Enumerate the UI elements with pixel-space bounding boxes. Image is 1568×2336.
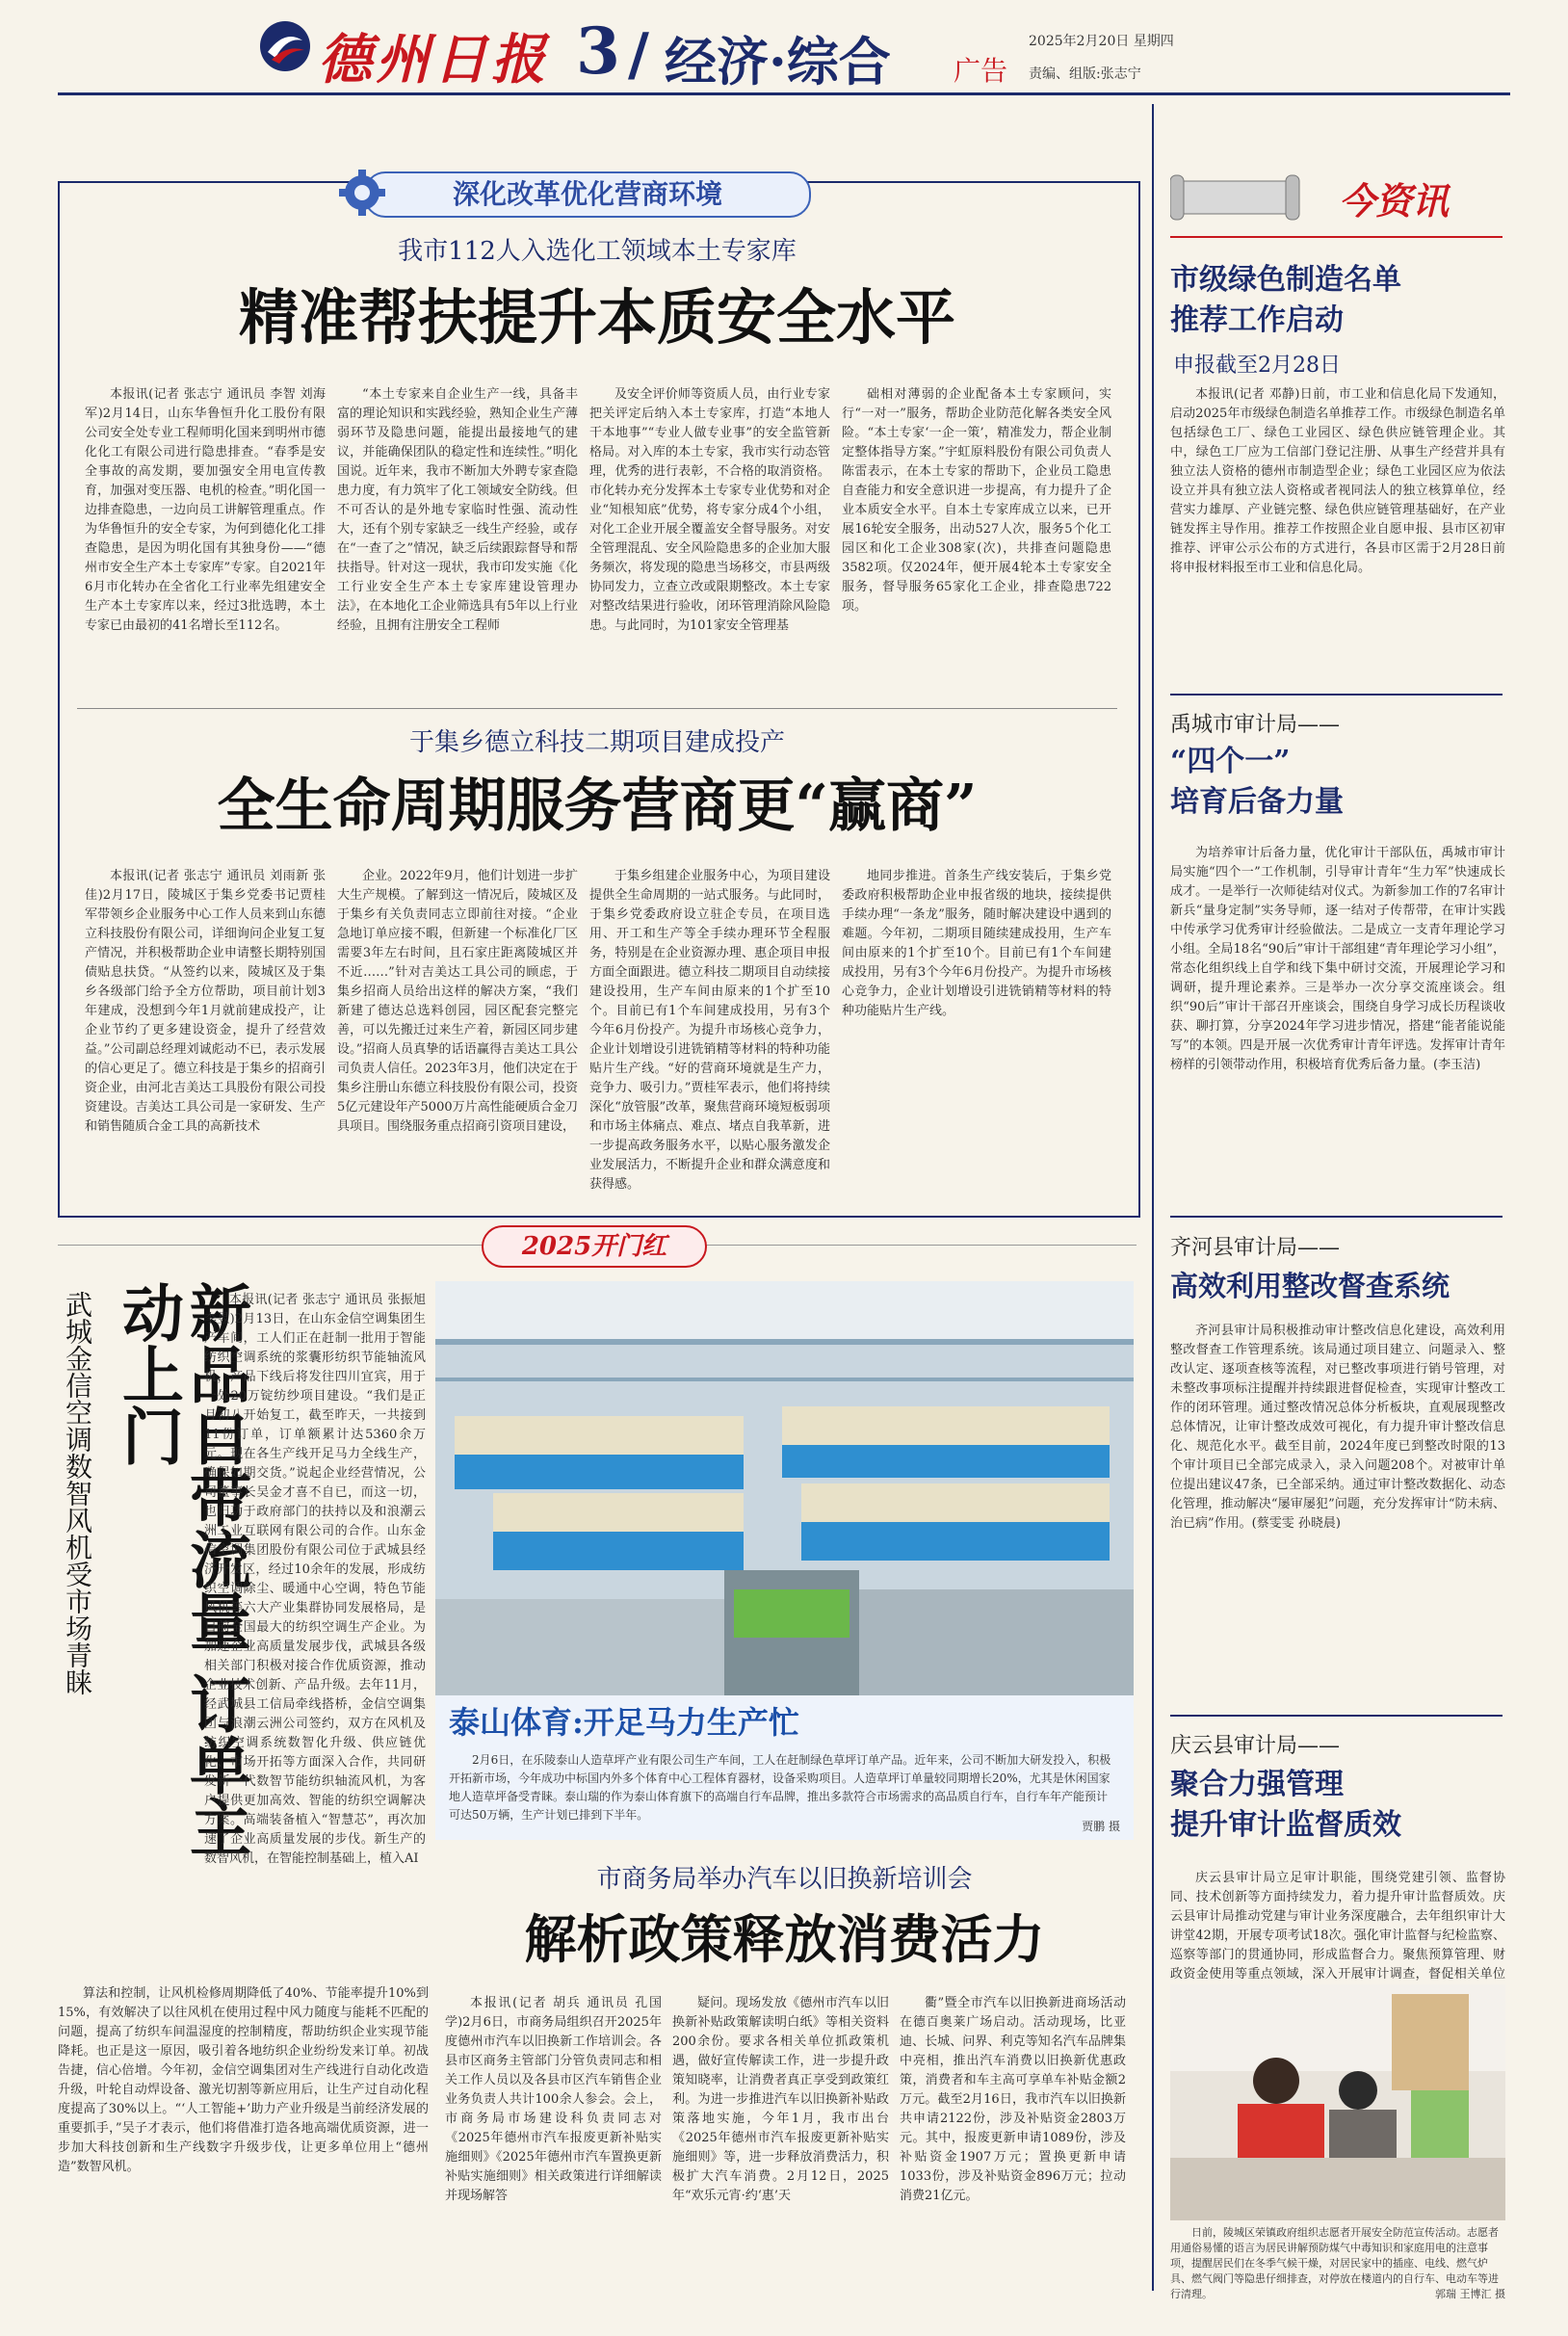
issue-date: 2025年2月20日 星期四 bbox=[1029, 34, 1174, 49]
right-header-rule bbox=[1170, 236, 1503, 238]
article3-col2: 算法和控制，让风机检修周期降低了40%、节能率提升10%到15%，有效解决了以往风机在使用过程中风力随度与能耗不匹配的问题，提高了纺织车间温湿度的控制精度，帮助纺织企业实现节能降耗。也正是这一原因，吸引着各地纺织企业纷纷发来订单。初战告捷，信心倍增。今年初，金信空调集团对生产线进行自动化改造升级，叶轮自动焊设备、激光切割等新应用后，让生产过自动化程度提高了30%以上。“‘人工智能+’助力产业升级是当前经济发展的重要抓手，”吴子才表示，他们将借准打造各地高端优质资源，进一步加大科技创新和生产线数字升级步伐，让更多单位用上“德州造”数智风机。 bbox=[58, 1986, 429, 2174]
article4-subtitle: 市商务局举办汽车以旧换新培训会 bbox=[596, 1865, 973, 1894]
editor-credit: 责编、组版:张志宁 bbox=[1029, 66, 1141, 82]
section-banner: 深化改革优化营商环境 bbox=[364, 171, 811, 218]
news4-pretitle: 庆云县审计局—— bbox=[1170, 1734, 1341, 1758]
newspaper-logo: 德州日报 bbox=[318, 28, 549, 92]
article4-headline: 解析政策释放消费活力 bbox=[524, 1908, 1045, 1970]
article2-headline: 全生命周期服务营商更“赢商” bbox=[217, 773, 978, 840]
volunteer-photo-caption: 日前，陵城区荣镇政府组织志愿者开展安全防范宣传活动。志愿者用通俗易懂的语言为居民讲解预防煤气中毒知识和家庭用电的注意事项，提醒居民们在冬季气候干燥，对居民家中的插座、电线、燃气炉具、燃气阀门等隐患仔细排查，对停放在楼道内的自行车、电动车等进行清理。 郭瑞 王博汇 摄 bbox=[1170, 2226, 1505, 2300]
article1-divider bbox=[77, 708, 1117, 709]
news3-divider bbox=[1170, 1715, 1503, 1717]
article2-col1: 本报讯(记者 张志宁 通讯员 刘雨新 张佳)2月17日，陵城区于集乡党委书记贾桂军带领乡企业服务中心工作人员来到山东德立科技股份有限公司，详细询问企业复工复产情况，并积极帮助企业申请整长期特别国债贴息扶贷。“从签约以来，陵城区及于集乡各级部门给予全方位帮助，项目前计划3年建成，没想到今年1月就前建成投产，让企业节约了更多建设资金，提升了经营效益。”公司副总经理刘诚彪动不已，表示发展的信心更足了。德立科技是于集乡的招商引资企业，由河北吉美达工具股份有限公司投资建设。吉美达工具公司是一家研发、生产和销售随质合金工具的高新技术 bbox=[85, 869, 326, 1134]
article1-subtitle: 我市112人入选化工领域本土专家库 bbox=[398, 237, 797, 266]
article3-col1: 本报讯(记者 张志宁 通讯员 张振旭 李昱)2月13日，在山东金信空调集团生产车间，工人们正在赶制一批用于智能纺织空调系统的浆囊形纺织节能轴流风机，产品下线后将发往四川宜宾，用于一处20万锭纺纱项目建设。“我们是正月初八开始复工，截至昨天，一共接到11份订单，订单额累计达5360余万元。现在各生产线开足马力全线生产，确保如期交货。”说起企业经营情况，公司董事长吴金才喜不自已，而这一切，也归功于政府部门的扶持以及和浪潮云洲工业互联网有限公司的合作。山东金信空调集团股份有限公司位于武城县经济开发区，经过10余年的发展，形成纺织空调除尘、暖通中心空调，特色节能风机等六大产业集群协同发展格局，是目前全国最大的纺织空调生产企业。为加速企业高质量发展步伐，武城县各级相关部门积极对接合作优质资源，推动企业技术创新、产品升级。去年11月，经武城县工信局牵线搭桥，金信空调集团与浪潮云洲公司签约，双方在风机及纺织空调系统数智化升级、供应链优化、市场开拓等方面深入合作，共同研发新一代数智节能纺织轴流风机，为客户提供更加高效、智能的纺织空调解决方案。高端装备植入“智慧芯”，再次加速了企业高质量发展的步伐。新生产的数智风机，在智能控制基础上，植入AI bbox=[204, 1293, 426, 1866]
right-column-header: 今资讯 bbox=[1339, 179, 1450, 223]
article2-col2: 企业。2022年9月，他们计划进一步扩大生产规模。了解到这一情况后，陵城区及于集乡有关负责同志立即前往对接。“企业急地订单应接不暇，但新建一个标准化厂区需要3年左右时间，且石家庄距离陵城区并不近……”针对吉美达工具公司的顾虑，于集乡招商人员给出这样的解决方案，“我们新建了德达总选料创园，园区配套完整完善，可以先搬迁过来生产着，新园区同步建设。”招商人员真挚的话语赢得吉美达工具公司负责人信任。2023年3月，他们决定在于集乡注册山东德立科技股份有限公司，投资5亿元建设年产5000万片高性能硬质合金刀具项目。围绕服务重点招商引资项目建设， bbox=[337, 869, 578, 1134]
news1-divider bbox=[1170, 694, 1503, 696]
article1-col1: 本报讯(记者 张志宁 通讯员 李智 刘海军)2月14日，山东华鲁恒升化工股份有限公司安全处专业工程师明化国来到明州市德化化工有限公司进行隐患排查。“春季是安全事故的高发期，要加强安全用电宣传教育，加强对变压器、电机的检查。”明化国一边排查隐患，一边向员工讲解管理重点。作为华鲁恒升的安全专家，为何到德化化工排查隐患，是因为明化国有其独身份——“德州市安全生产本土专家库”专家。自2021年6月市化转办在全省化工行业率先组建安全生产本土专家库以来，经过3批选聘，本土专家已由最初的41名增长至112名。 bbox=[85, 387, 326, 633]
header-rule bbox=[58, 92, 1510, 95]
newspaper-emblem-icon bbox=[258, 19, 312, 73]
volunteer-photo bbox=[1170, 1984, 1505, 2220]
news2-text: 为培养审计后备力量，优化审计干部队伍，禹城市审计局实施“四个一”工作机制，引导审计青年“生力军”快速成长成才。一是举行一次师徒结对仪式。为新参加工作的7名审计新兵“量身定制”实务导师，逐一结对子传帮带，在审计实践中传承学习优秀审计经验做法。二是成立一支青年理论学习小组。全局18名“90后”审计干部组建“青年理论学习小组”，常态化组织线上自学和线下集中研讨交流，开展理论学习和调研，提升理论素养。三是举办一次分享交流座谈会。组织“90后”审计干部召开座谈会，围绕自身学习成长历程谈收获、聊打算，分享2024年学习进步情况，搭建“能者能说能写”的本领。四是开展一次优秀审计青年评选。发挥审计青年榜样的引领带动作用，积极培育优秀后备力量。(李玉洁) bbox=[1170, 846, 1505, 1072]
news3-text: 齐河县审计局积极推动审计整改信息化建设，高效利用整改督查工作管理系统。该局通过项目建立、问题录入、整改认定、逐项查核等流程，对已整改事项进行销号管理，对未整改事项标注提醒并持续跟进督促检查，实现审计整改工作的闭环管理。通过整改情况总体分析板块，直观展现整改总体情况，让审计整改成效可视化，有力提升审计整改信息化、规范化水平。截至目前，2024年度已到整改时限的13个审计项目已全部完成录入，录入问题208个。对被审计单位提出建议47条，已全部采纳。通过审计整改数据化、动态化管理，推动解决“屡审屡犯”问题，充分发挥审计“防未病、治已病”作用。(蔡雯雯 孙晓晨) bbox=[1170, 1324, 1505, 1531]
news1-title-line1: 市级绿色制造名单 bbox=[1170, 263, 1401, 297]
factory-photo bbox=[435, 1281, 1134, 1695]
right-column-rule bbox=[1152, 104, 1154, 2291]
article3-headline: 新品自带流量 订单主动上门 bbox=[112, 1281, 251, 1858]
news2-title-line2: 培育后备力量 bbox=[1170, 785, 1344, 819]
news2-title-line1: “四个一” bbox=[1170, 745, 1291, 778]
news1-text: 本报讯(记者 邓静)日前，市工业和信息化局下发通知，启动2025年市级绿色制造名单推荐工作。市级绿色制造名单包括绿色工厂、绿色工业园区、绿色供应链管理企业。其中，绿色工厂应为工信部门登记注册、从事生产经营并具有独立法人资格的德州市制造型企业；绿色工业园区应为依法设立并具有独立法人资格或者视同法人的独立核算单位，经营实力雄厚、产业链完整、绿色供应链管理基础好，在产业链发挥主导作用。推荐工作按照企业自愿申报、县市区初审推荐、评审公示公布的方式进行，各县市区需于2月28日前将申报材料报至市工业和信息化局。 bbox=[1170, 387, 1505, 575]
section-title: 经济·综合 bbox=[665, 31, 891, 92]
photo-caption-text: 2月6日，在乐陵泰山人造草坪产业有限公司生产车间，工人在赶制绿色草坪订单产品。近年来，公司不断加大研发投入，积极开拓新市场，今年成功中标国内外多个体育中心工程体育器材，设备采购项目。人造草坪订单量较同期增长20%，尤其是休闲国家地人造草坪备受青睐。泰山瑞的作为泰山体育旗下的高端自行车品牌，推出多款符合市场需求的高品质自行车，自行车年产能预计可达50万辆，生产计划已排到下半年。 bbox=[449, 1753, 1111, 1822]
article3-subtitle: 武城金信空调数智风机受市场青睐 bbox=[62, 1291, 93, 1695]
news4-title-line1: 聚合力强管理 bbox=[1170, 1768, 1344, 1801]
kaimenhong-banner: 2025开门红 bbox=[482, 1225, 707, 1268]
news2-pretitle: 禹城市审计局—— bbox=[1170, 713, 1341, 737]
photo-credit: 贾鹏 摄 bbox=[1082, 1820, 1120, 1833]
photo-caption-title: 泰山体育:开足马力生产忙 bbox=[449, 1704, 799, 1741]
news4-text: 庆云县审计局立足审计职能，围绕党建引领、监督协同、技术创新等方面持续发力，着力提升审计监督质效。庆云县审计局推动党建与审计业务深度融合，去年组织审计大讲堂42期，开展专项考试18次。强化审计监督与纪检监察、巡察等部门的贯通协同，形成监督合力。聚焦预算管理、财政资金使用等重点领域，深入开展审计调查，督促相关单位 bbox=[1170, 1871, 1505, 1982]
news4-title-line2: 提升审计监督质效 bbox=[1170, 1808, 1401, 1842]
scroll-decoration-icon bbox=[1170, 164, 1315, 231]
article4-col3: 衢”暨全市汽车以旧换新进商场活动在德百奥莱广场启动。活动现场，比亚迪、长城、问界、利克等知名汽车品牌集中亮相，推出汽车消费以旧换新优惠政策，消费者和车主高可享单车补贴金额2万元。截至2月16日，我市汽车以旧换新共申请2122份，涉及补贴资金2803万元。其中，报废更新申请1089份，涉及补贴资金1907万元；置换更新申请1033份，涉及补贴资金896万元；拉动消费21亿元。 bbox=[900, 1996, 1126, 2203]
article2-col4: 地同步推进。首条生产线安装后，于集乡党委政府积极帮助企业申报省级的地块，接续提供手续办理“一条龙”服务，随时解决建设中遇到的难题。今年初，二期项目随续建成投用，生产车间由原来的1个扩至10个。目前已有1个车间建成投用，另有3个今年6月份投产。为提升市场核心竞争力，企业计划增设引进铣销精等材料的特种功能贴片生产线。 bbox=[842, 869, 1111, 1018]
article4-col1: 本报讯(记者 胡兵 通讯员 孔国学)2月6日，市商务局组织召开2025年度德州市汽车以旧换新工作培训会。各县市区商务主管部门分管负责同志和相关工作人员以及各县市区汽车销售企业业务负责人共计100余人参会。会上，市商务局市场建设科负责同志对《2025年德州市汽车报废更新补贴实施细则》《2025年德州市汽车置换更新补贴实施细则》相关政策进行详细解读并现场解答 bbox=[445, 1996, 662, 2203]
article1-col4: 础相对薄弱的企业配备本土专家顾问，实行“一对一”服务，帮助企业防范化解各类安全风险。“本土专家‘一企一策’，精准发力，帮企业制定整体指导方案。”宇虹原料股份有限公司负责人陈雷表示，在本土专家的帮助下，企业员工隐患自查能力和安全意识进一步提高，有力提升了企业本质安全水平。自本土专家库成立以来，已开展16轮安全服务，出动527人次，服务5个化工园区和化工企业308家(次)，共排查问题隐患3582项。仅2024年，便开展4轮本土专家安全服务，督导服务65家化工企业，排查隐患722项。 bbox=[842, 387, 1111, 614]
article1-col2: “本土专家来自企业生产一线，具备丰富的理论知识和实践经验，熟知企业生产薄弱环节及隐患问题，能提出最接地气的建议，并能确保团队的稳定性和连续性。”明化国说。近年来，我市不断加大外聘专家查隐患力度，有力筑牢了化工领域安全防线。但不可否认的是外地专家临时性强、流动性大，还有个别专家缺乏一线生产经验，或存在“一查了之”情况，缺乏后续跟踪督导和帮扶指导。针对这一现状，我市印发实施《化工行业安全生产本土专家库建设管理办法》，在本地化工企业筛选具有5年以上行业经验，且拥有注册安全工程师 bbox=[337, 387, 578, 633]
volunteer-photo-credit: 郭瑞 王博汇 摄 bbox=[1435, 2288, 1505, 2300]
photo-caption-box bbox=[435, 1695, 1134, 1840]
news3-title: 高效利用整改督查系统 bbox=[1170, 1270, 1450, 1302]
news2-divider bbox=[1170, 1216, 1503, 1218]
article2-col3: 于集乡组建企业服务中心，为项目建设提供全生命周期的一站式服务。与此同时，于集乡党委政府设立驻企专员，在项目选用、开工和生产等全手续办理环节全程服务，特别是在企业资源办理、惠企项目申报方面全面跟进。德立科技二期项目自动续接建设投用，生产车间由原来的1个扩至10个。目前已有1个车间建成投用，另有3个今年6月份投产。为提升市场核心竞争力，企业计划增设引进铣销精等材料的特种功能贴片生产线。“好的营商环境就是生产力，竞争力、吸引力。”贾桂军表示，他们将持续深化“放管服”改革，聚焦营商环境短板弱项和市场主体痛点、难点、堵点自我革新，进一步提高政务服务水平，以贴心服务激发企业发展活力，不断提升企业和群众满意度和获得感。 bbox=[589, 869, 830, 1192]
article1-col3: 及安全评价师等资质人员，由行业专家把关评定后纳入本土专家库，打造“本地人干本地事”“专业人做专业事”的安全监管新格局。对入库的本土专家，我市实行动态管理，优秀的进行表彰，不合格的取消资格。市化转办充分发挥本土专家专业优势和对企业“知根知底”优势，将专家分成4个小组，对化工企业开展全覆盖安全督导服务。对安全管理混乱、安全风险隐患多的企业加大服务频次，将发现的隐患当场移交，市县两级协同发力，立查立改或限期整改。本土专家对整改结果进行验收，闭环管理消除风险隐患。与此同时，为101家安全管理基 bbox=[589, 387, 830, 633]
article1-headline: 精准帮扶提升本质安全水平 bbox=[238, 282, 955, 353]
news1-title-line2: 推荐工作启动 bbox=[1170, 303, 1344, 337]
news3-pretitle: 齐河县审计局—— bbox=[1170, 1236, 1341, 1260]
slash-divider: / bbox=[628, 21, 649, 89]
article4-col2: 疑问。现场发放《德州市汽车以旧换新补贴政策解读明白纸》等相关资料200余份。要求各相关单位抓政策机遇，做好宣传解读工作，进一步提升政策知晓率，让消费者真正享受到政策红利。为进一步推进汽车以旧换新补贴政策落地实施，今年1月，我市出台《2025年德州市汽车报废更新补贴实施细则》等，进一步释放消费活力，积极扩大汽车消费。2月12日，2025年“欢乐元宵·约‘惠’天 bbox=[672, 1996, 889, 2203]
gear-icon bbox=[335, 166, 393, 220]
news1-subtitle: 申报截至2月28日 bbox=[1173, 354, 1341, 378]
ad-label: 广告 bbox=[954, 55, 1008, 87]
page-number: 3 bbox=[576, 13, 620, 89]
article2-subtitle: 于集乡德立科技二期项目建成投产 bbox=[408, 728, 785, 757]
